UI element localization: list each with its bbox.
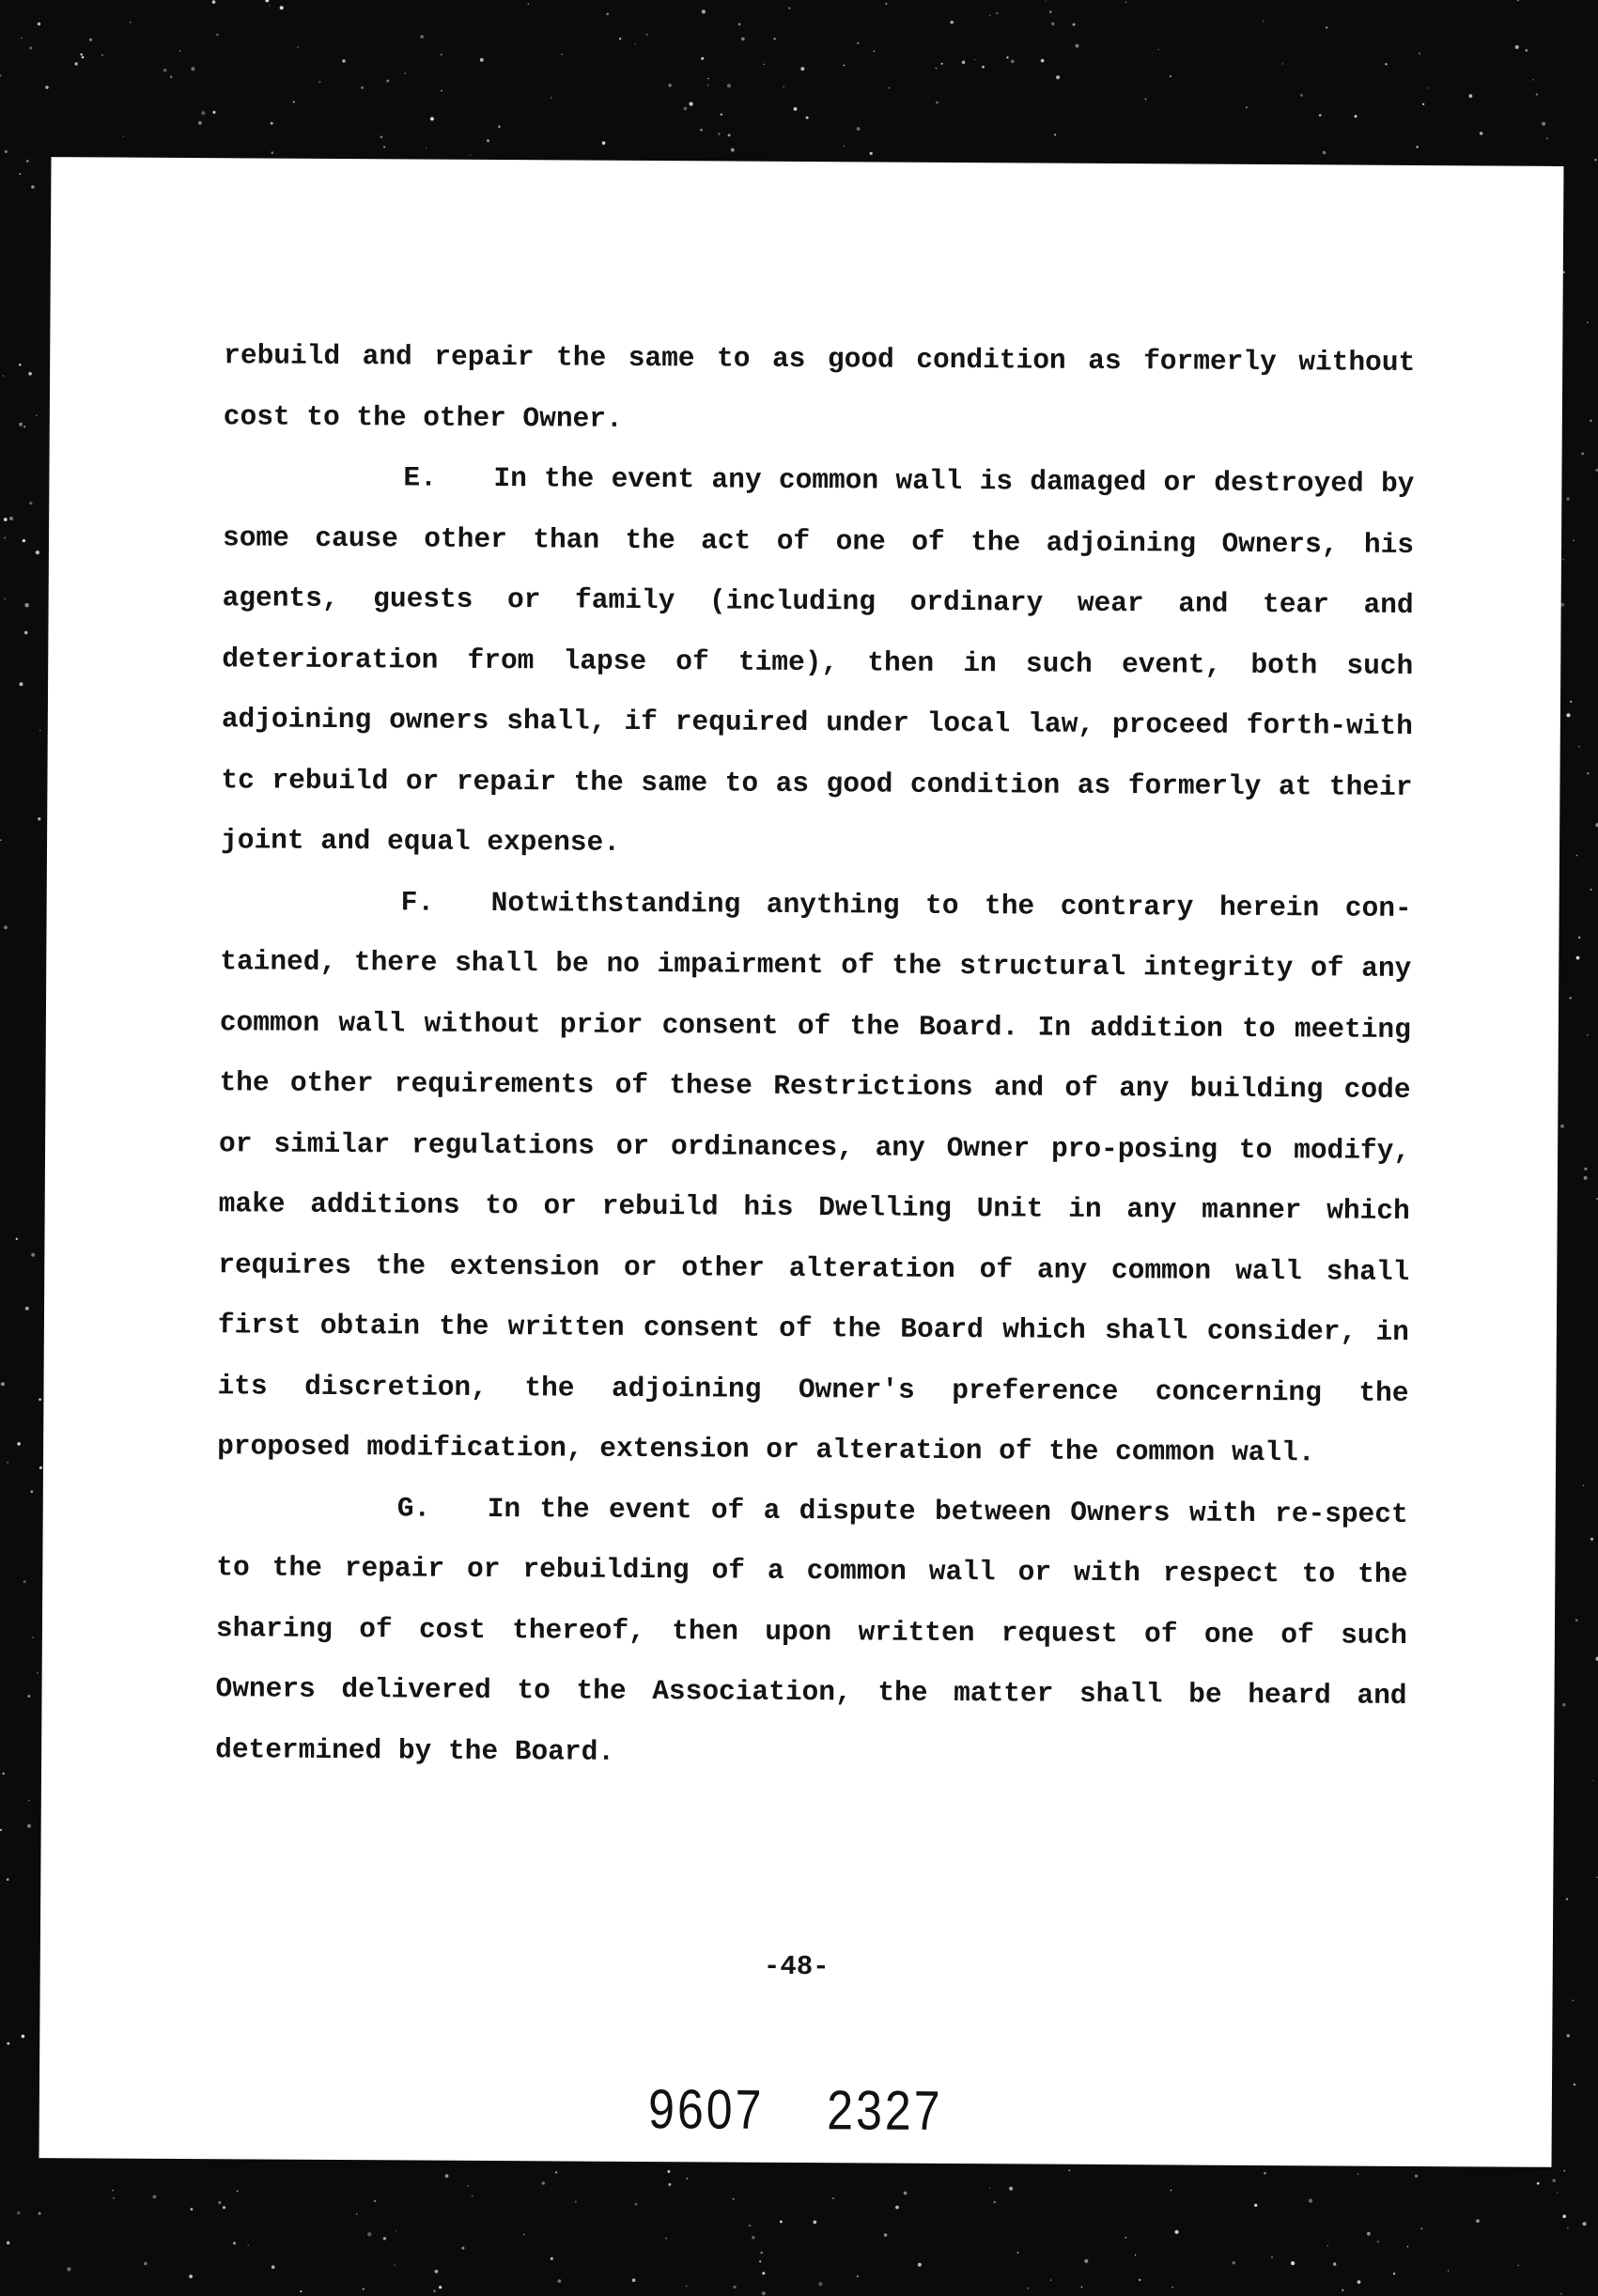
paragraph-section-g	[215, 1477, 1408, 1787]
paragraph-section-e	[221, 446, 1415, 877]
paragraph-text: In the event any common wall is damaged or destroyed by some cause other than the act of one of the adjoining Owners, his agents, guests or family (including ordinary wear and tear and deterioration from lapse of time), then in such event, both such adjoining owners shall, if required under local law, proceed forth-with tc rebuild or repair the same to as good condition as formerly at their joint and equal expense.	[220, 461, 1415, 859]
paragraph-text: In the event of a dispute between Owners with re-spect to the repair or rebuilding of a common wall or with respect to the sharing of cost thereof, then upon written request of one of such Owners delivered to the Association, the matter shall be heard and determined by the Board.	[215, 1492, 1408, 1768]
paragraph-text: rebuild and repair the same to as good condition as formerly without cost to the other Owner.	[223, 339, 1416, 435]
section-letter: E.	[403, 461, 437, 494]
section-letter: G.	[396, 1491, 431, 1525]
paragraph-continuation	[224, 325, 1416, 454]
body-text	[215, 325, 1415, 1787]
paragraph-text: Notwithstanding anything to the contrary herein con-tained, there shall be no impairment of the structural integrity of any common wall without prior consent of the Board. In addition to meeting the other requirements of these Restrictions and of any building code or similar regulations or ordinances, any Owner pro-posing to modify, make additions to or rebuild his Dwelling Unit in any manner which requires the extension or other alteration of any common wall shall first obtain the written consent of the Board which shall consider, in its discretion, the adjoining Owner's preference concerning the proposed modification, extension or alteration of the common wall.	[217, 886, 1412, 1469]
document-page	[39, 157, 1564, 2167]
recording-number: 9607 2327	[647, 2077, 943, 2142]
section-letter: F.	[400, 885, 435, 919]
paragraph-section-f	[217, 871, 1412, 1484]
page-number: -48-	[763, 1950, 830, 1983]
